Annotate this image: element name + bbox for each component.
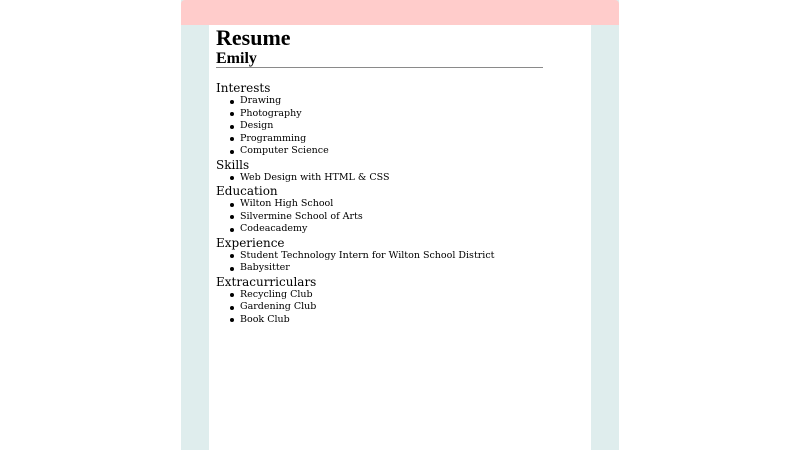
list-item: Drawing — [240, 95, 543, 108]
resume-content — [209, 25, 591, 450]
list-item: Computer Science — [240, 145, 543, 158]
list-item: Gardening Club — [240, 301, 543, 314]
section-heading: Education — [216, 184, 278, 198]
section-heading: Extracurriculars — [216, 274, 317, 289]
section-experience — [216, 236, 543, 275]
section-list — [216, 250, 543, 275]
resume-document — [216, 25, 543, 326]
page-frame — [181, 0, 619, 450]
section-list — [216, 172, 543, 185]
list-item: Babysitter — [240, 262, 543, 275]
resume-title: Resume — [216, 25, 291, 50]
list-item: Student Technology Intern for Wilton School District — [240, 250, 543, 263]
list-item: Silvermine School of Arts — [240, 211, 543, 224]
section-list — [216, 198, 543, 236]
list-item: Book Club — [240, 314, 543, 327]
section-heading: Experience — [216, 235, 285, 250]
section-skills — [216, 158, 543, 185]
resume-sections — [216, 81, 543, 326]
section-extracurriculars — [216, 275, 543, 327]
list-item: Wilton High School — [240, 198, 543, 211]
section-list — [216, 289, 543, 327]
section-heading: Interests — [216, 81, 271, 95]
section-interests — [216, 81, 543, 158]
list-item: Codeacademy — [240, 223, 543, 236]
list-item: Web Design with HTML & CSS — [240, 172, 543, 185]
list-item: Recycling Club — [240, 289, 543, 302]
list-item: Photography — [240, 108, 543, 121]
list-item: Design — [240, 120, 543, 133]
resume-name: Emily — [216, 51, 543, 68]
section-education — [216, 184, 543, 236]
list-item: Programming — [240, 133, 543, 146]
section-heading: Skills — [216, 157, 250, 172]
top-banner — [181, 0, 619, 25]
section-list — [216, 95, 543, 158]
